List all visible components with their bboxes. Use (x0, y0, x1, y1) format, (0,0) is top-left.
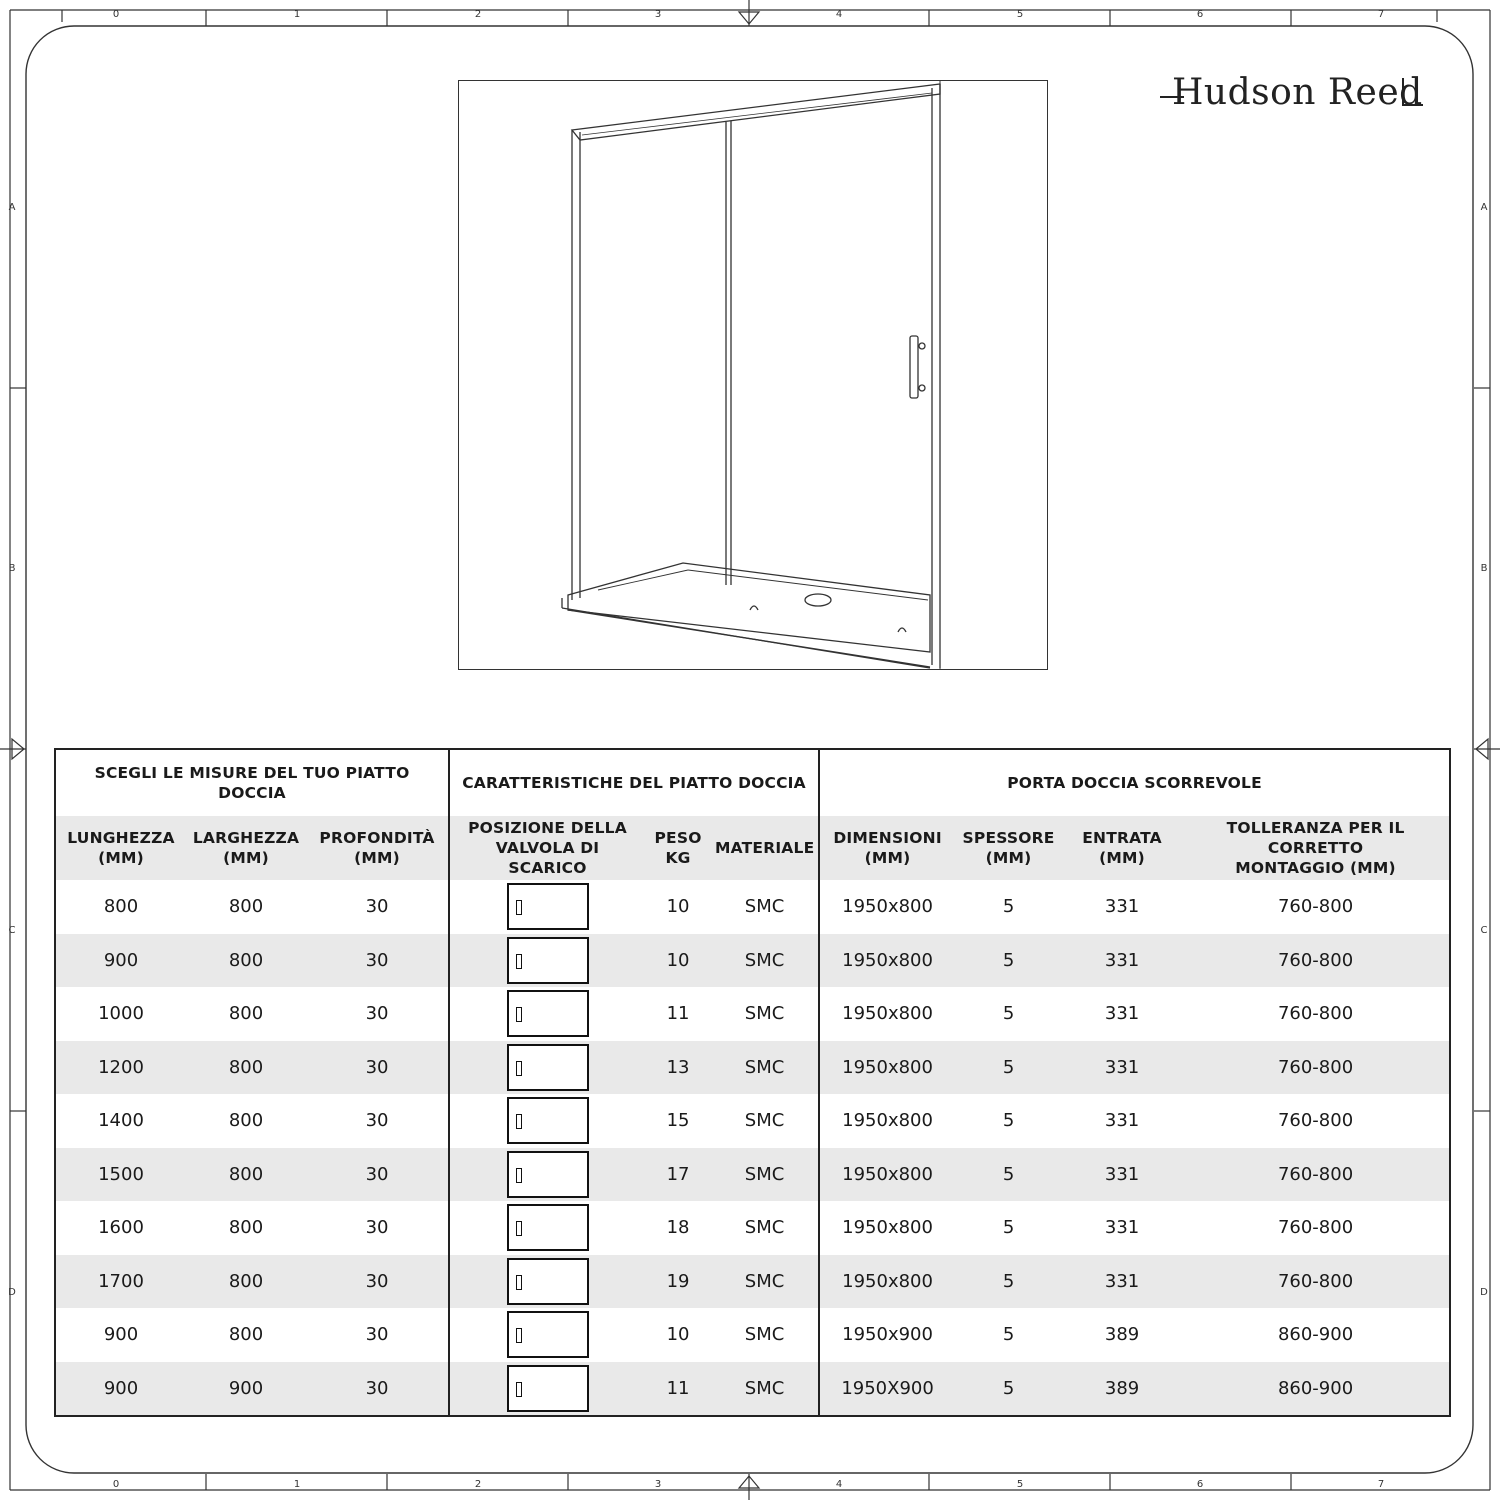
ruler-left-b: B (8, 563, 16, 574)
group-header-tray-sizes: SCEGLI LE MISURE DEL TUO PIATTO DOCCIA (94, 764, 410, 802)
cell-dimensions: 1950x900 (819, 1308, 955, 1362)
cell-entry: 389 (1062, 1362, 1182, 1417)
drain-valve-position-icon (507, 1044, 589, 1091)
cell-entry: 331 (1062, 1148, 1182, 1202)
cell-material: SMC (711, 1041, 819, 1095)
cell-weight: 11 (666, 1003, 690, 1025)
cell-width: 800 (186, 1041, 306, 1095)
cell-valve (449, 1255, 645, 1309)
cell-weight: 10 (645, 934, 711, 988)
col-header-valve: POSIZIONE DELLA VALVOLA DI SCARICO (449, 816, 645, 880)
cell-thickness: 5 (1002, 1110, 1015, 1132)
cell-tolerance: 760-800 (1277, 1217, 1354, 1239)
cell-width: 800 (186, 1255, 306, 1309)
cell-tolerance: 760-800 (1182, 934, 1450, 988)
cell-dimensions: 1950x800 (819, 1041, 955, 1095)
cell-thickness: 5 (955, 1362, 1062, 1417)
cell-tolerance: 760-800 (1182, 1148, 1450, 1202)
cell-dimensions: 1950x800 (819, 1148, 955, 1202)
table-row (55, 1148, 1450, 1202)
cell-width: 800 (228, 1003, 264, 1025)
cell-dimensions: 1950x800 (819, 934, 955, 988)
cell-length: 1400 (98, 1110, 144, 1132)
col-header-thickness: SPESSORE (MM) (955, 816, 1062, 880)
ruler-top-2: 2 (474, 9, 482, 20)
cell-thickness: 5 (1002, 1324, 1015, 1346)
ruler-bottom-7: 7 (1377, 1479, 1385, 1490)
brand-logo-text: Hudson Reed (1172, 72, 1423, 113)
drain-valve-position-icon (507, 1097, 589, 1144)
drain-valve-position-icon (507, 1365, 589, 1412)
col-header-dimensions: DIMENSIONI (MM) (819, 816, 955, 880)
ruler-bottom-5: 5 (1016, 1479, 1024, 1490)
table-row (55, 1094, 1450, 1148)
cell-thickness: 5 (955, 1148, 1062, 1202)
cell-depth: 30 (306, 1255, 449, 1309)
table-row (55, 880, 1450, 934)
cell-length: 900 (103, 1324, 139, 1346)
cell-width: 800 (228, 1217, 264, 1239)
table-row (55, 1308, 1450, 1362)
drain-valve-position-icon (507, 990, 589, 1037)
ruler-right-d: D (1480, 1287, 1488, 1298)
table-row (55, 1362, 1450, 1417)
cell-width: 800 (186, 934, 306, 988)
ruler-bottom-0: 0 (112, 1479, 120, 1490)
cell-tolerance: 860-900 (1182, 1362, 1450, 1417)
drain-valve-position-icon (507, 1151, 589, 1198)
cell-valve (449, 1362, 645, 1417)
cell-weight: 19 (645, 1255, 711, 1309)
ruler-left-d: D (8, 1287, 16, 1298)
cell-depth: 30 (365, 1324, 389, 1346)
cell-depth: 30 (365, 1110, 389, 1132)
cell-dimensions: 1950x800 (819, 987, 955, 1041)
cell-entry: 331 (1062, 1041, 1182, 1095)
ruler-left-a: A (8, 202, 16, 213)
ruler-bottom-6: 6 (1196, 1479, 1204, 1490)
spec-table (54, 748, 1451, 1417)
drain-valve-position-icon (507, 1311, 589, 1358)
table-row (55, 1041, 1450, 1095)
cell-tolerance: 760-800 (1182, 1041, 1450, 1095)
cell-length: 900 (55, 934, 186, 988)
cell-weight: 18 (666, 1217, 690, 1239)
cell-depth: 30 (306, 934, 449, 988)
cell-width: 800 (186, 1148, 306, 1202)
ruler-top-5: 5 (1016, 9, 1024, 20)
cell-length: 1200 (55, 1041, 186, 1095)
cell-entry: 389 (1104, 1324, 1140, 1346)
cell-material: SMC (744, 1324, 785, 1346)
cell-thickness: 5 (955, 934, 1062, 988)
sliding-shower-door-drawing (458, 80, 1048, 670)
cell-dimensions: 1950x800 (819, 1094, 955, 1148)
table-row (55, 1201, 1450, 1255)
cell-thickness: 5 (1002, 1003, 1015, 1025)
cell-tolerance: 760-800 (1277, 896, 1354, 918)
drain-valve-position-icon (507, 1258, 589, 1305)
cell-width: 800 (228, 896, 264, 918)
cell-valve (449, 1148, 645, 1202)
ruler-top-3: 3 (654, 9, 662, 20)
ruler-left-c: C (8, 925, 16, 936)
brand-logo (1160, 70, 1430, 120)
cell-material: SMC (711, 1255, 819, 1309)
group-header-door: PORTA DOCCIA SCORREVOLE (819, 749, 1450, 816)
cell-valve (449, 1201, 645, 1255)
cell-material: SMC (711, 1148, 819, 1202)
cell-length: 800 (103, 896, 139, 918)
cell-depth: 30 (306, 1362, 449, 1417)
cell-material: SMC (744, 1003, 785, 1025)
cell-entry: 331 (1104, 896, 1140, 918)
cell-entry: 331 (1104, 1003, 1140, 1025)
ruler-top-7: 7 (1377, 9, 1385, 20)
ruler-bottom-3: 3 (654, 1479, 662, 1490)
cell-weight: 17 (645, 1148, 711, 1202)
col-header-width: LARGHEZZA (MM) (186, 816, 306, 880)
cell-valve (449, 880, 645, 934)
cell-thickness: 5 (955, 1041, 1062, 1095)
col-header-tolerance: TOLLERANZA PER IL CORRETTO MONTAGGIO (MM) (1182, 816, 1450, 880)
cell-depth: 30 (365, 896, 389, 918)
drain-valve-position-icon (507, 937, 589, 984)
cell-valve (449, 1094, 645, 1148)
cell-weight: 10 (666, 1324, 690, 1346)
cell-material: SMC (744, 1217, 785, 1239)
ruler-bottom-1: 1 (293, 1479, 301, 1490)
cell-valve (449, 987, 645, 1041)
cell-depth: 30 (306, 1041, 449, 1095)
cell-valve (449, 1308, 645, 1362)
ruler-top-0: 0 (112, 9, 120, 20)
cell-weight: 10 (666, 896, 690, 918)
cell-length: 900 (55, 1362, 186, 1417)
cell-length: 1600 (98, 1217, 144, 1239)
cell-material: SMC (711, 934, 819, 988)
group-header-tray-features: CARATTERISTICHE DEL PIATTO DOCCIA (449, 749, 819, 816)
ruler-bottom-2: 2 (474, 1479, 482, 1490)
ruler-right-b: B (1480, 563, 1488, 574)
cell-entry: 331 (1062, 1255, 1182, 1309)
cell-length: 1500 (55, 1148, 186, 1202)
ruler-right-c: C (1480, 925, 1488, 936)
cell-dimensions: 1950x800 (819, 880, 955, 934)
cell-tolerance: 760-800 (1277, 1110, 1354, 1132)
cell-valve (449, 934, 645, 988)
cell-length: 1700 (55, 1255, 186, 1309)
cell-entry: 331 (1104, 1217, 1140, 1239)
cell-tolerance: 760-800 (1277, 1003, 1354, 1025)
cell-material: SMC (744, 896, 785, 918)
cell-tolerance: 860-900 (1277, 1324, 1354, 1346)
ruler-top-1: 1 (293, 9, 301, 20)
drain-valve-position-icon (507, 1204, 589, 1251)
cell-thickness: 5 (1002, 896, 1015, 918)
cell-weight: 13 (645, 1041, 711, 1095)
cell-length: 1000 (98, 1003, 144, 1025)
cell-dimensions: 1950x800 (819, 1255, 955, 1309)
cell-weight: 11 (645, 1362, 711, 1417)
cell-material: SMC (744, 1110, 785, 1132)
cell-entry: 331 (1104, 1110, 1140, 1132)
table-row (55, 934, 1450, 988)
col-header-depth: PROFONDITÀ (MM) (306, 816, 449, 880)
col-header-entry: ENTRATA (MM) (1062, 816, 1182, 880)
cell-width: 900 (186, 1362, 306, 1417)
cell-width: 800 (228, 1110, 264, 1132)
cell-dimensions: 1950X900 (819, 1362, 955, 1417)
cell-weight: 15 (666, 1110, 690, 1132)
cell-thickness: 5 (1002, 1217, 1015, 1239)
logo-underline-icon (1395, 78, 1425, 108)
ruler-top-4: 4 (835, 9, 843, 20)
table-row (55, 1255, 1450, 1309)
cell-entry: 331 (1062, 934, 1182, 988)
table-row (55, 987, 1450, 1041)
col-header-length: LUNGHEZZA (MM) (55, 816, 186, 880)
ruler-right-a: A (1480, 202, 1488, 213)
ruler-top-6: 6 (1196, 9, 1204, 20)
cell-depth: 30 (365, 1217, 389, 1239)
cell-material: SMC (711, 1362, 819, 1417)
cell-thickness: 5 (955, 1255, 1062, 1309)
drain-valve-position-icon (507, 883, 589, 930)
cell-tolerance: 760-800 (1182, 1255, 1450, 1309)
ruler-bottom-4: 4 (835, 1479, 843, 1490)
cell-depth: 30 (365, 1003, 389, 1025)
cell-width: 800 (228, 1324, 264, 1346)
col-header-material: MATERIALE (711, 816, 819, 880)
cell-dimensions: 1950x800 (819, 1201, 955, 1255)
cell-valve (449, 1041, 645, 1095)
cell-depth: 30 (306, 1148, 449, 1202)
col-header-weight: PESO KG (645, 816, 711, 880)
